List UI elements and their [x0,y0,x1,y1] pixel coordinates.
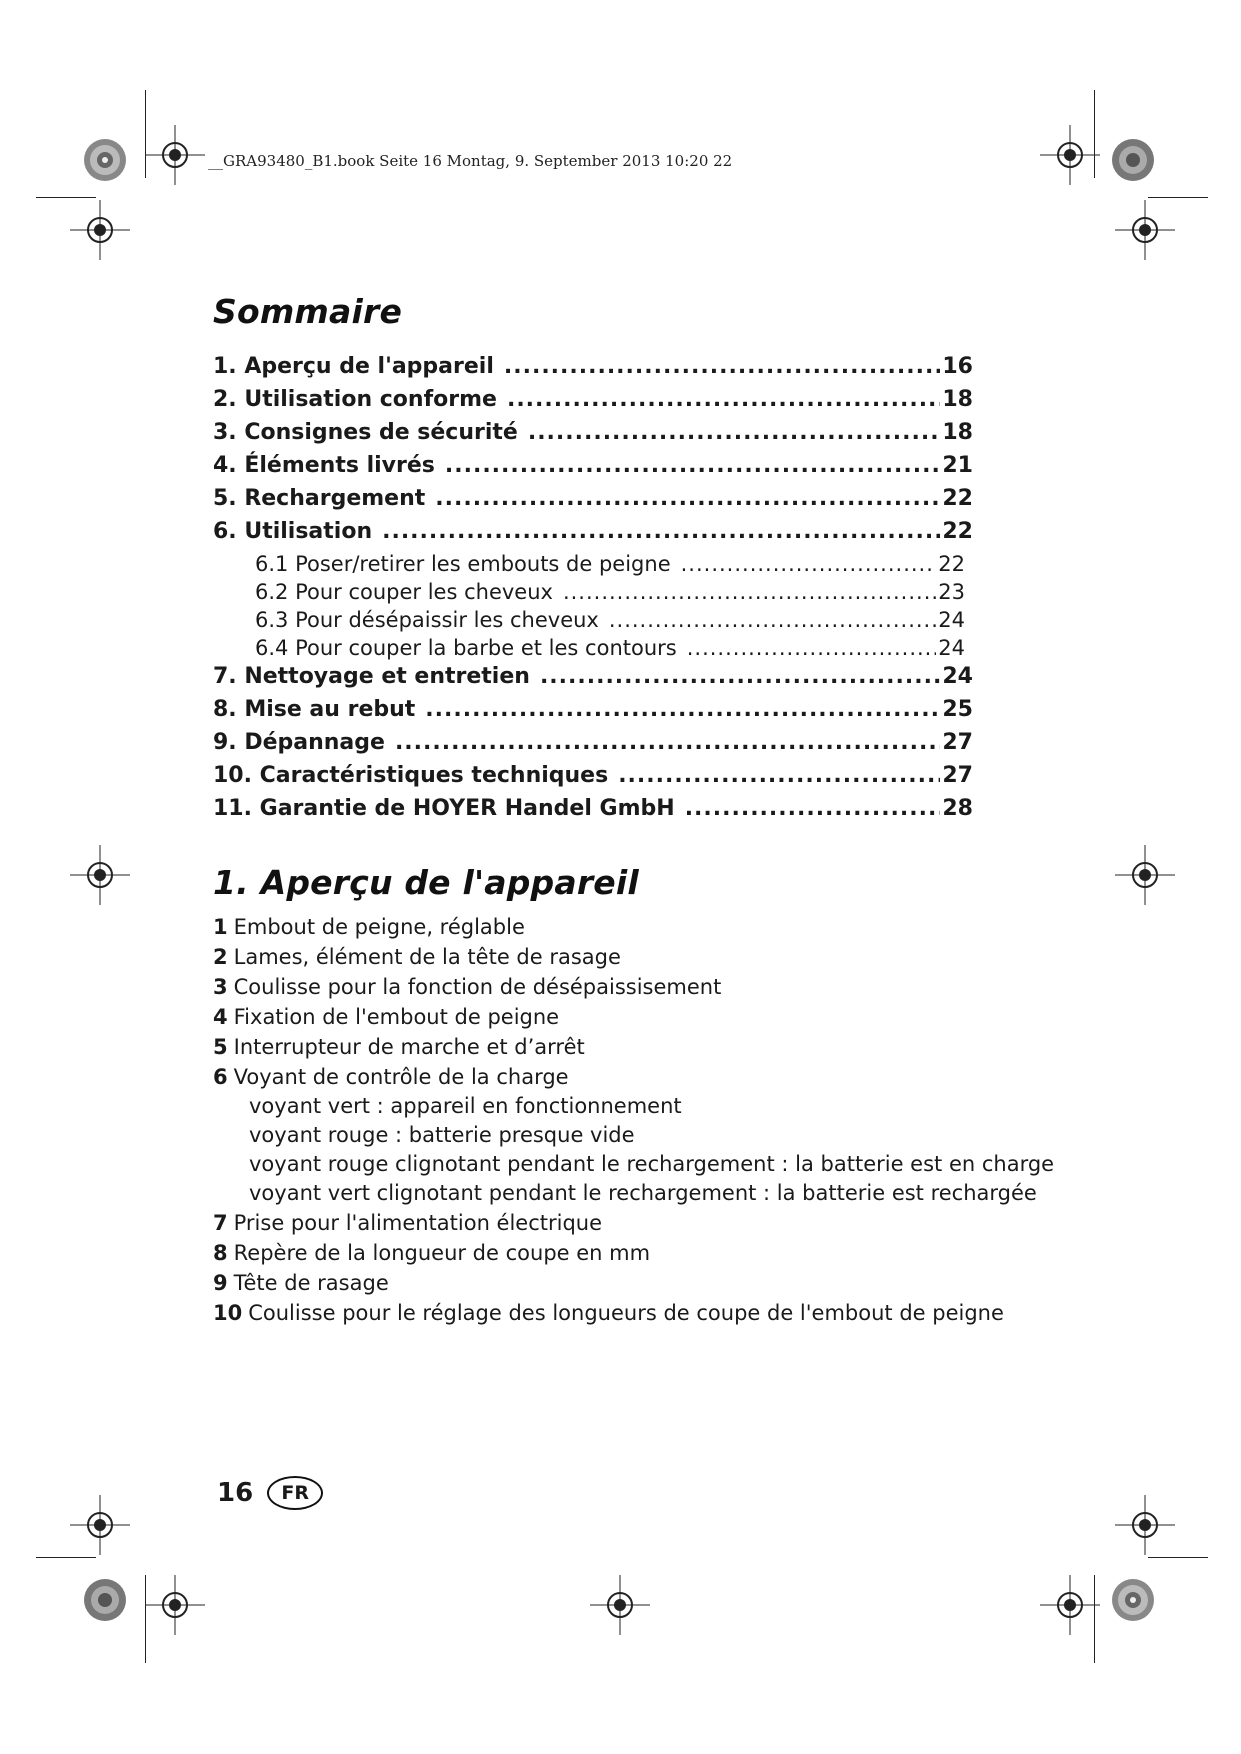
toc-entry[interactable]: 6. Utilisation ..... 22 [213,519,973,552]
crosshair-icon [590,1575,650,1635]
registration-dial-icon [1108,135,1158,185]
toc-title: Sommaire [213,292,403,331]
table-of-contents [213,354,973,829]
crop-line [36,197,96,198]
crop-line [36,1557,96,1558]
list-item: 7 Prise pour l'alimentation électrique [213,1211,603,1235]
crop-line [1148,197,1208,198]
crosshair-icon [70,845,130,905]
toc-subentry[interactable]: 6.2 Pour couper les cheveux ..... 23 [213,580,965,608]
registration-dial-icon [1108,1575,1158,1625]
toc-entry[interactable]: 4. Éléments livrés ..... 21 [213,453,973,486]
section-title: 1. Aperçu de l'appareil [213,863,639,902]
list-subitem: voyant vert : appareil en fonctionnement [249,1094,682,1118]
toc-entry[interactable]: 7. Nettoyage et entretien ..... 24 [213,664,973,697]
list-subitem: voyant rouge clignotant pendant le rechargement : la batterie est en charge [249,1152,1055,1176]
list-item: 8 Repère de la longueur de coupe en mm [213,1241,651,1265]
list-item: 2 Lames, élément de la tête de rasage [213,945,621,969]
crosshair-icon [145,125,205,185]
toc-subentry[interactable]: 6.4 Pour couper la barbe et les contours ..... 24 [213,636,965,664]
toc-entry[interactable]: 9. Dépannage ..... 27 [213,730,973,763]
toc-entry[interactable]: 11. Garantie de HOYER Handel GmbH ..... 28 [213,796,973,829]
list-subitem: voyant vert clignotant pendant le rechargement : la batterie est rechargée [249,1181,1037,1205]
toc-entry[interactable]: 2. Utilisation conforme ..... 18 [213,387,973,420]
crop-line [1148,1557,1208,1558]
list-subitem: voyant rouge : batterie presque vide [249,1123,635,1147]
toc-subentry[interactable]: 6.1 Poser/retirer les embouts de peigne ..... 22 [213,552,965,580]
toc-entry[interactable]: 8. Mise au rebut ..... 25 [213,697,973,730]
crosshair-icon [1040,1575,1100,1635]
toc-subentry[interactable]: 6.3 Pour désépaissir les cheveux ..... 24 [213,608,965,636]
crosshair-icon [1040,125,1100,185]
print-header: __GRA93480_B1.book Seite 16 Montag, 9. September 2013 10:20 22 [208,152,733,170]
page-number: 16 [217,1478,254,1508]
crosshair-icon [70,200,130,260]
list-item: 3 Coulisse pour la fonction de désépaissisement [213,975,722,999]
toc-entry[interactable]: 3. Consignes de sécurité ..... 18 [213,420,973,453]
list-item: 9 Tête de rasage [213,1271,389,1295]
list-item: 10 Coulisse pour le réglage des longueurs de coupe de l'embout de peigne [213,1301,1004,1325]
crosshair-icon [1115,200,1175,260]
page-footer [217,1476,323,1510]
parts-list [213,912,1054,1328]
toc-entry[interactable]: 1. Aperçu de l'appareil ..... 16 [213,354,973,387]
crosshair-icon [1115,845,1175,905]
list-item: 1 Embout de peigne, réglable [213,915,525,939]
toc-entry[interactable]: 5. Rechargement ..... 22 [213,486,973,519]
crosshair-icon [1115,1495,1175,1555]
registration-dial-icon [80,135,130,185]
registration-dial-icon [80,1575,130,1625]
crosshair-icon [145,1575,205,1635]
list-item: 5 Interrupteur de marche et d’arrêt [213,1035,585,1059]
toc-entry[interactable]: 10. Caractéristiques techniques ..... 27 [213,763,973,796]
crosshair-icon [70,1495,130,1555]
language-badge: FR [267,1476,323,1510]
list-item: 6 Voyant de contrôle de la charge [213,1065,569,1089]
list-item: 4 Fixation de l'embout de peigne [213,1005,560,1029]
